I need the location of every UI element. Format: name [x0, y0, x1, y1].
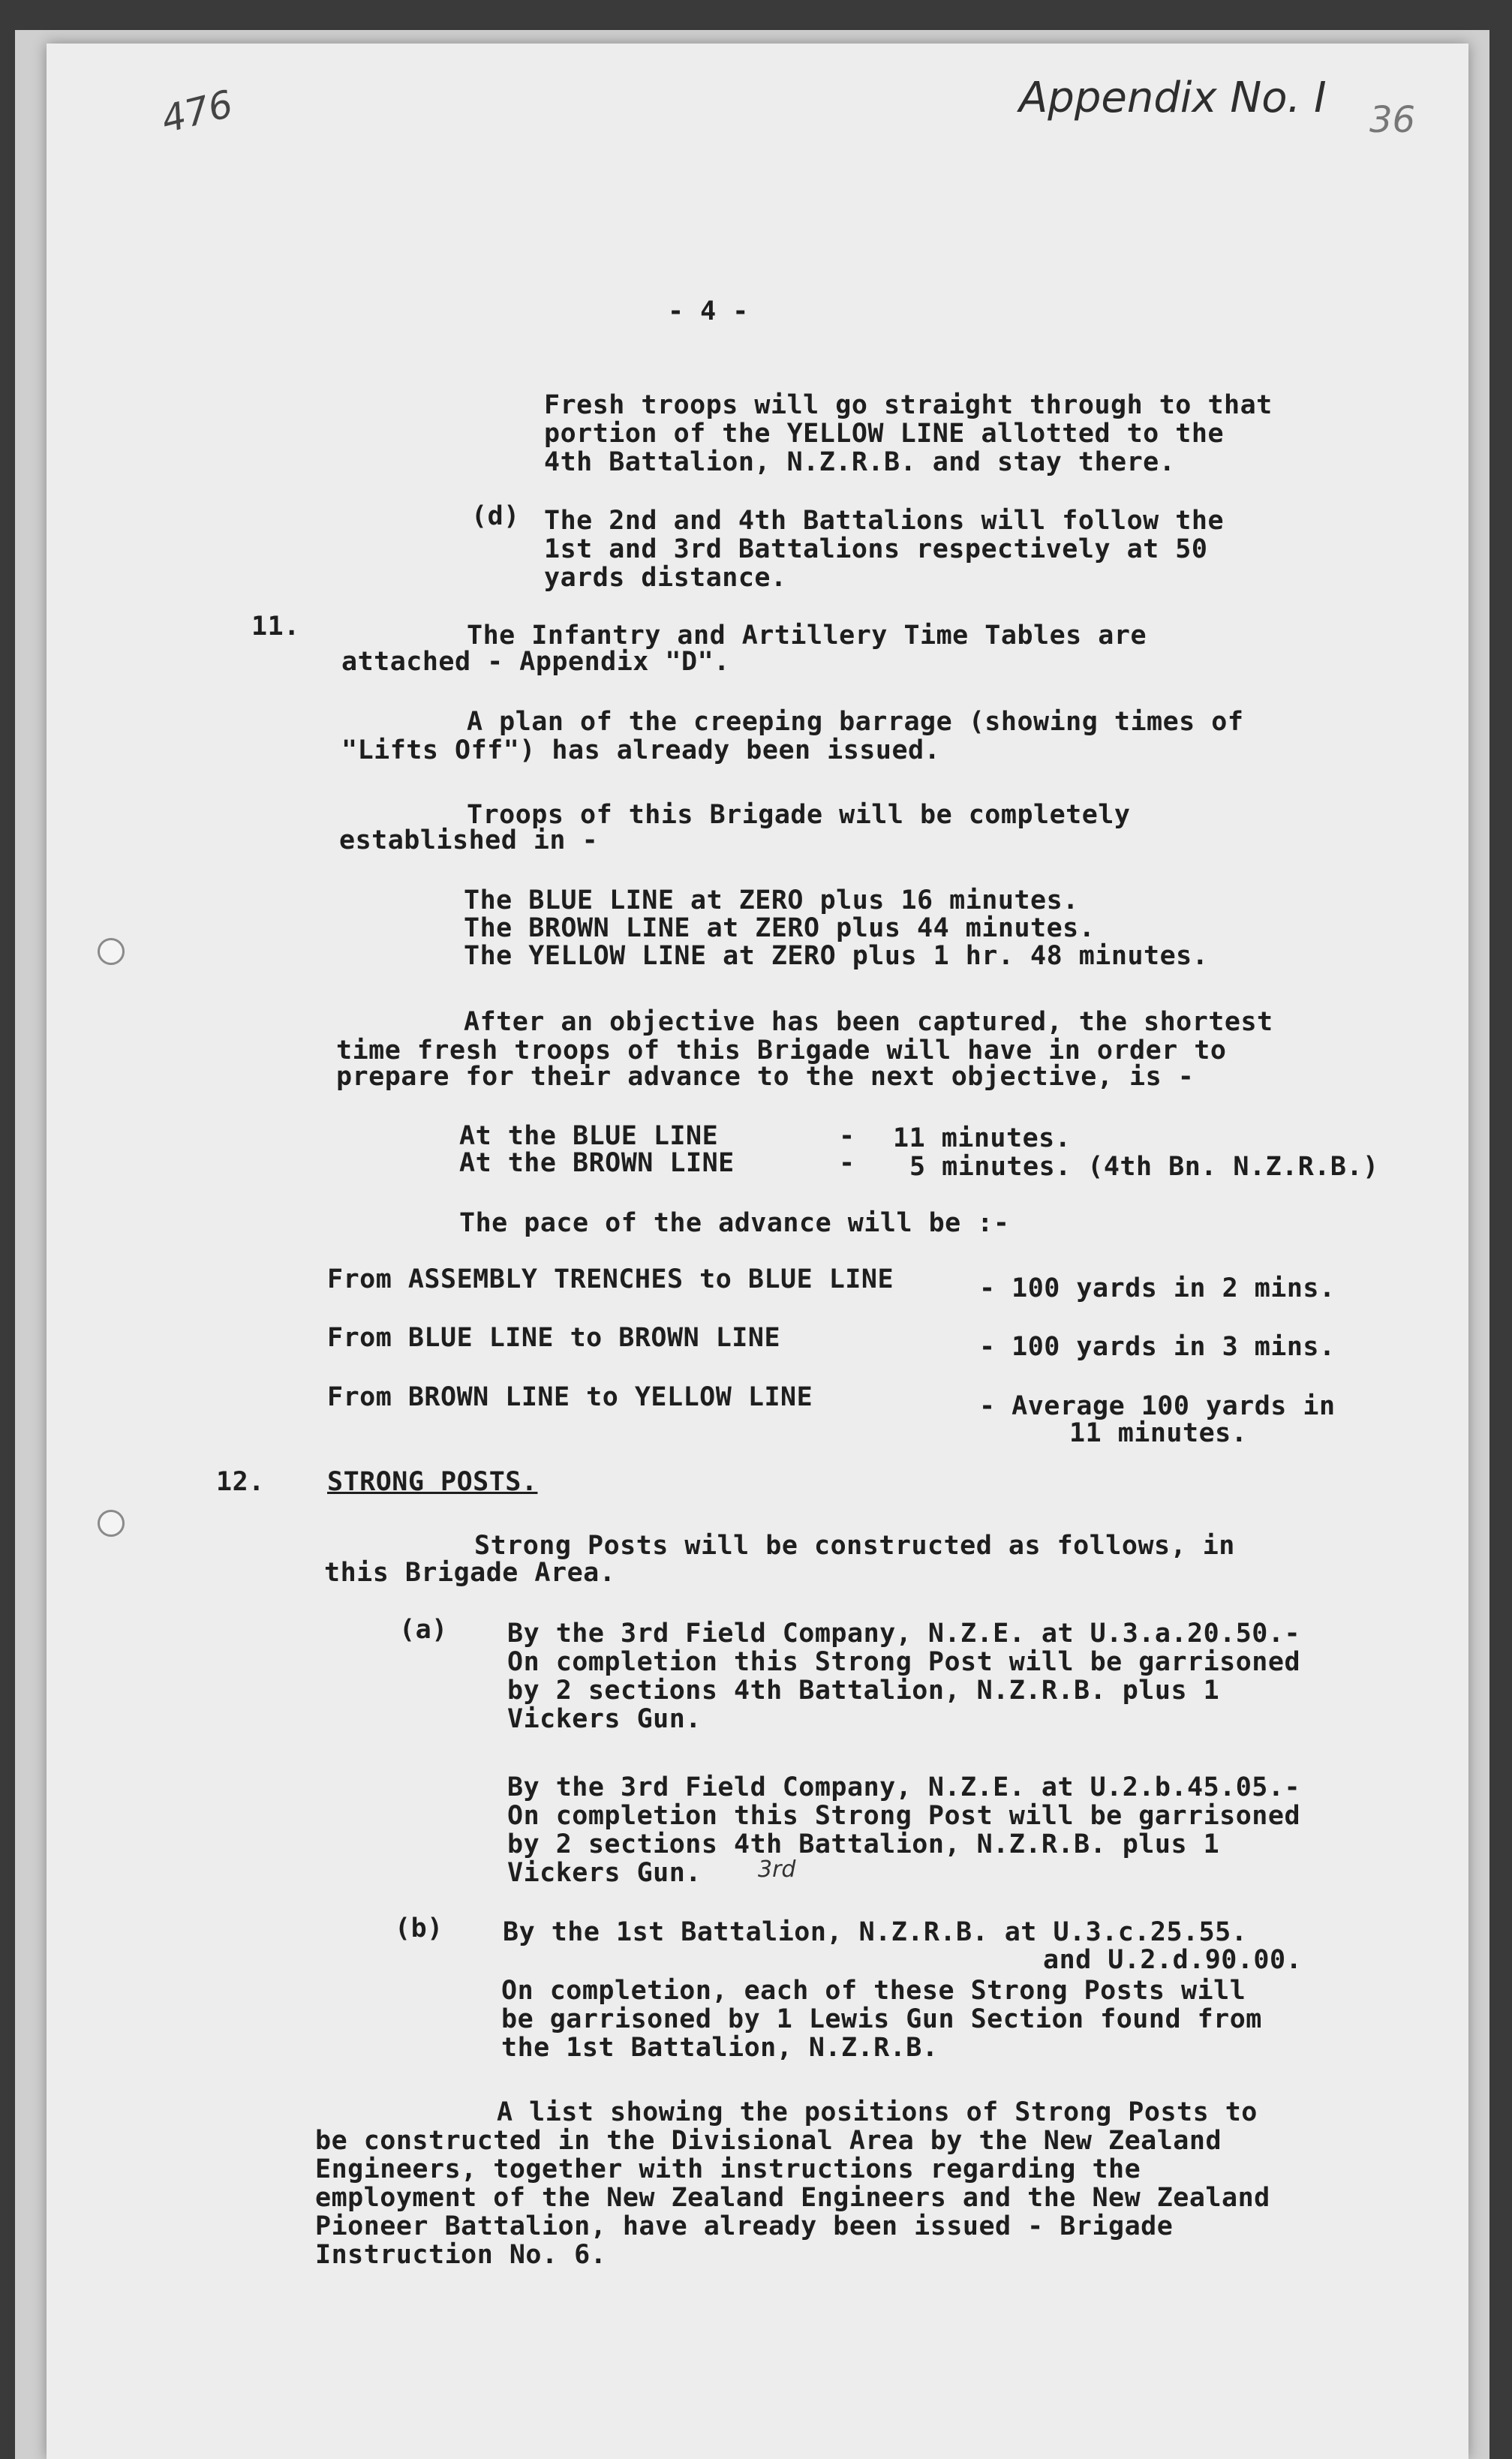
text-line: The 2nd and 4th Battalions will follow the — [544, 506, 1225, 536]
text-line: yards distance. — [544, 563, 787, 593]
text-line: Strong Posts will be constructed as follows, in — [474, 1531, 1235, 1561]
item-marker: (a) — [399, 1615, 448, 1645]
text-line: Troops of this Brigade will be completely — [467, 800, 1131, 830]
text-line: After an objective has been captured, the shortest — [464, 1007, 1273, 1037]
text-line: On completion this Strong Post will be garrisoned — [507, 1801, 1301, 1831]
text-line: the 1st Battalion, N.Z.R.B. — [501, 2033, 939, 2063]
text-line: by 2 sections 4th Battalion, N.Z.R.B. plus 1 — [507, 1676, 1220, 1706]
text-line: "Lifts Off") has already been issued. — [341, 735, 941, 765]
text-line: On completion this Strong Post will be garrisoned — [507, 1647, 1301, 1677]
paragraph-number: 11. — [251, 612, 300, 642]
text-line: The pace of the advance will be :- — [459, 1208, 1010, 1238]
punch-hole-top — [98, 938, 125, 965]
pace-label: From BLUE LINE to BROWN LINE — [327, 1323, 781, 1353]
text-line: The YELLOW LINE at ZERO plus 1 hr. 48 minutes. — [464, 941, 1209, 971]
text-line: The BLUE LINE at ZERO plus 16 minutes. — [464, 885, 1079, 915]
pace-value: - Average 100 yards in — [979, 1391, 1336, 1421]
text-line: A plan of the creeping barrage (showing times of — [467, 707, 1244, 737]
text-line: The Infantry and Artillery Time Tables are — [467, 621, 1147, 651]
item-marker: (d) — [471, 501, 520, 531]
text-line: attached - Appendix "D". — [341, 647, 730, 677]
text-line: be garrisoned by 1 Lewis Gun Section found from — [501, 2004, 1262, 2034]
text-line: be constructed in the Divisional Area by the New Zealand — [315, 2126, 1222, 2156]
text-line: By the 3rd Field Company, N.Z.E. at U.2.b.45.05.- — [507, 1772, 1301, 1802]
text-line: established in - — [339, 825, 599, 855]
paragraph-number: 12. — [216, 1467, 265, 1497]
objective-label: At the BLUE LINE — [459, 1121, 719, 1151]
objective-time: 11 minutes. — [893, 1123, 1072, 1153]
text-line: employment of the New Zealand Engineers and the New Zealand — [315, 2183, 1270, 2213]
item-marker: (b) — [395, 1913, 443, 1943]
text-line: The BROWN LINE at ZERO plus 44 minutes. — [464, 913, 1096, 943]
text-line: Instruction No. 6. — [315, 2240, 607, 2270]
pace-label: From BROWN LINE to YELLOW LINE — [327, 1382, 813, 1412]
pace-label: From ASSEMBLY TRENCHES to BLUE LINE — [327, 1264, 894, 1294]
text-line: Engineers, together with instructions regarding the — [315, 2154, 1141, 2184]
text-line: By the 3rd Field Company, N.Z.E. at U.3.a.20.50.- — [507, 1619, 1301, 1649]
punch-hole-bottom — [98, 1510, 125, 1537]
text-line: time fresh troops of this Brigade will have in order to — [336, 1036, 1227, 1066]
page-number: - 4 - — [668, 296, 749, 326]
dash: - — [839, 1148, 855, 1178]
text-line: Pioneer Battalion, have already been issued - Brigade — [315, 2211, 1174, 2241]
text-line: portion of the YELLOW LINE allotted to the — [544, 419, 1225, 449]
text-line: A list showing the positions of Strong Posts to — [497, 2097, 1258, 2127]
pace-value: - 100 yards in 3 mins. — [979, 1332, 1336, 1362]
text-line: Vickers Gun. — [507, 1704, 702, 1734]
folio-number: 36 — [1369, 99, 1416, 141]
archive-number: 476 — [157, 82, 238, 142]
objective-time: 5 minutes. (4th Bn. N.Z.R.B.) — [909, 1152, 1379, 1182]
text-line: 1st and 3rd Battalions respectively at 50 — [544, 534, 1208, 564]
text-line: Fresh troops will go straight through to that — [544, 390, 1273, 420]
dash: - — [839, 1121, 855, 1151]
text-line: By the 1st Battalion, N.Z.R.B. at U.3.c.25.55. — [503, 1917, 1248, 1947]
text-line: and U.2.d.90.00. — [1043, 1945, 1303, 1975]
text-line: On completion, each of these Strong Posts will — [501, 1976, 1246, 2006]
pace-value: 11 minutes. — [1069, 1418, 1248, 1448]
objective-label: At the BROWN LINE — [459, 1148, 735, 1178]
text-line: Vickers Gun. — [507, 1858, 702, 1888]
text-line: 4th Battalion, N.Z.R.B. and stay there. — [544, 447, 1176, 477]
appendix-label: Appendix No. I — [1019, 74, 1327, 122]
text-line: this Brigade Area. — [324, 1558, 616, 1588]
section-heading: STRONG POSTS. — [327, 1467, 538, 1497]
text-line: prepare for their advance to the next objective, is - — [336, 1062, 1195, 1092]
pace-value: - 100 yards in 2 mins. — [979, 1273, 1336, 1303]
text-line: by 2 sections 4th Battalion, N.Z.R.B. plus 1 — [507, 1829, 1220, 1859]
handwritten-correction: 3rd — [758, 1856, 796, 1883]
